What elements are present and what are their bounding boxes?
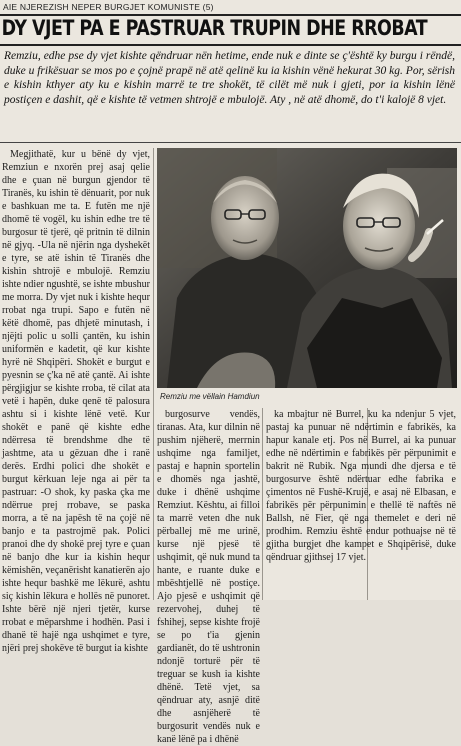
- column-divider: [153, 148, 154, 600]
- column-text: Megjithatë, kur u bënë dy vjet, Remziun e nxorën prej asaj qelie dhe e çuan në burgun gjendor të Tiranës, ku ishin të dënuarit, por nuk e bashkuan me ta. E futën me një dhomë të vogël, ku ishin edhe tre të burgosur të tjerë, që pritnin të dilnin në gjyq. -Ula në njërin nga dyshekët e tyre, se atë ishin të Tiranës dhe kishin shtrojë e mbulojë. Remziu ishte ndier ngushtë, se ishte mbushur me morra. Dy vjet nuk i kishte hequr rrobat nga trupi. Sapo e futën në këtë dhomë, pas dhjetë minutash, i njëjti polic u solli çantën, ku ishin uniformën e kadetit, që kur kishte hyrë në Shqipëri. Shokët e burgut e pyesnin se ç'ka në atë çantë. Ai ishte përgjigjur se kishte rroba, të cilat ata vetë i hapën, duke qenë të palosura ashtu si i kishte lënë vetë. Kur shokët e panë që kishte edhe ndërresa të brendshme dhe të jashtme, ata u gëzuan dhe i ranë derës. Erdhi polici dhe shokët e burgut kërkuan leje nga ai për ta pastruar: -O shok, ky paska çka me ndërrue prej rrobave, se paska morra, a të na japësh të na çojë në banjo e ta pastrojmë pak. Polici pranoi dhe dy shokë prej tyre e çuan në banjo dhe kur ia kishin hequr këmishën, veçanërisht kanatierën ajo ishte hequr bashkë me lëkurë, ashtu siç kishin lëkura e hollës në punoret. Ishte bërë një njeri tjetër, kurse rrobat e mëparshme i hodhën. Pasi i dhanë të hajë nga ushqimet e tyre, njëri prej shokëve të burgut ia kishte: [2, 149, 150, 654]
- photo: [157, 148, 457, 388]
- column-text: burgosurve vendës, tiranas. Ata, kur dilnin në pushim njëherë, merrnin ushqime nga familjet, pastaj e hapnin sportelin e dhomës nga jashtë, duke i dhënë ushqime Remziut. Kështu, ai filloi ta marrë veten dhe nuk përballej më me urinë, kurse një pjesë të ushqimit, që nuk mund ta hante, e ruante duke e mbështjellë në postiçe. Ajo pjesë e ushqimit që rezervohej, duhej të fshihej, sepse kishte frojë se po t'ia gjenin gardianët, do të ushtronin ndonjë torturë për të treguar se kush ia kishte dhënë. Tetë vjet, sa qëndruar aty, asnjë ditë dhe asnjëherë të burgosurit vendës nuk e kanë lënë pa i dhënë: [157, 409, 260, 745]
- lead-rule: [0, 142, 461, 143]
- body-column-1: [2, 148, 150, 654]
- photo-image: [157, 148, 457, 388]
- headline: DY VJET PA E PASTRUAR TRUPIN DHE RROBAT: [1, 16, 428, 40]
- column-text: ka mbajtur në Burrel, ku ka ndenjur 5 vjet, pastaj ka punuar në ndërtimin e fabrikës, ka hapur kanale etj. Pos në Burrel, ai ka punuar edhe në ndërtimin e fabrikës për përpunimit e bakrit në Rubik. Nga mundi dhe djersa e të burgosurve është ndërtuar edhe fabrika e çimentos në Fushë-Krujë, e asaj në Elbasan, e fabrikës për përpunimin e thellë të naftës në Ballsh, në Fier, që nga themelet e deri në prodhim. Remziu është endur pothuajse në të gjitha burgjet dhe kampet e Shqipërisë, duke qëndruar gjithsej 17 vjet.: [266, 409, 456, 563]
- headline-rule: [0, 44, 461, 46]
- body-column-3: [266, 408, 456, 600]
- body-column-2: [157, 408, 260, 745]
- column-divider: [262, 408, 263, 600]
- series-kicker: AIE NJEREZISH NEPER BURGJET KOMUNISTE (5): [3, 2, 214, 12]
- photo-caption: Remziu me vëllain Hamdiun: [160, 392, 260, 401]
- lead-paragraph: Remziu, edhe pse dy vjet kishte qëndruar nën hetime, ende nuk e dinte se ç'është ky burgu i rëndë, duke u frikësuar se mos po e çojnë prapë në atë qelinë ku ia kishin vënë hekurat 30 kg. Por, sërish e kishin kthyer aty ku e kishin marrë te tre shokët, të cilët më nuk i gjeti, por ia kishin lënë postiçen e dashit, që e kishte të vetmen shtrojë e mbulojë. Aty , në atë dhomë, do t'i kalojë 8 vjet.: [4, 50, 455, 106]
